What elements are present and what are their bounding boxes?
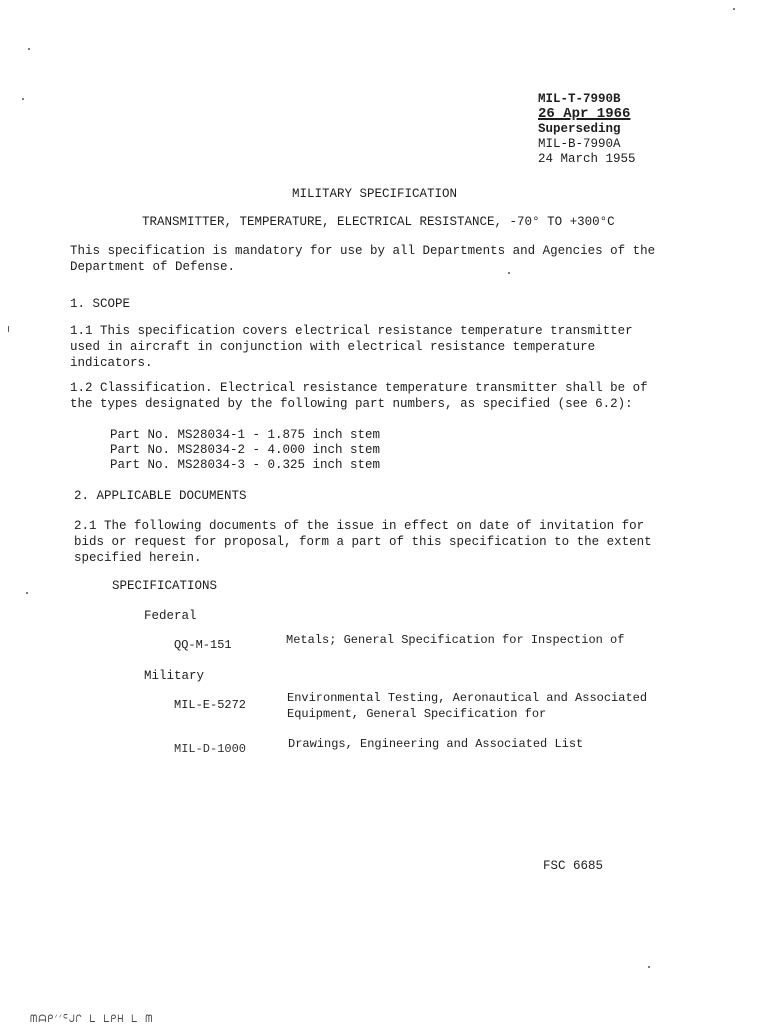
military-spec-number: MIL-D-1000 — [174, 742, 247, 756]
document-subject: TRANSMITTER, TEMPERATURE, ELECTRICAL RESISTANCE, -70° TO +300°C — [142, 215, 615, 229]
scan-speck — [8, 326, 9, 332]
federal-heading: Federal — [144, 609, 197, 623]
superseding-label: Superseding — [538, 122, 621, 136]
scan-speck — [733, 8, 735, 10]
military-spec-title: Drawings, Engineering and Associated List — [288, 737, 584, 751]
federal-spec-title: Metals; General Specification for Inspection of — [286, 633, 625, 647]
fsc-code: FSC 6685 — [543, 859, 604, 873]
part-item: Part No. MS28034-1 - 1.875 inch stem — [110, 428, 381, 442]
military-heading: Military — [144, 669, 205, 683]
paragraph-1-2: 1.2 Classification. Electrical resistance temperature transmitter shall be of the types designated by the following part numbers, as specified (see 6.2): — [70, 381, 648, 411]
intro-paragraph: This specification is mandatory for use by all Departments and Agencies of the Department of Defense. — [70, 244, 656, 274]
part-item: Part No. MS28034-3 - 0.325 inch stem — [110, 458, 381, 472]
scan-speck — [508, 272, 510, 274]
header-block — [538, 92, 654, 167]
military-spec-title: Environmental Testing, Aeronautical and Associated Equipment, General Specification for — [287, 691, 648, 721]
part-number-list — [110, 428, 380, 473]
paragraph-2-1: 2.1 The following documents of the issue in effect on date of invitation for bids or request for proposal, form a part of this specification to the extent specified herein. — [74, 519, 652, 565]
superseded-spec: MIL-B-7990A — [538, 137, 621, 151]
specifications-heading: SPECIFICATIONS — [112, 579, 218, 593]
scan-speck — [22, 98, 24, 100]
part-item: Part No. MS28034-2 - 4.000 inch stem — [110, 443, 381, 457]
federal-spec-number: QQ-M-151 — [174, 638, 232, 652]
scan-speck — [28, 48, 30, 50]
paragraph-1-1: 1.1 This specification covers electrical resistance temperature transmitter used in aircraft in conjunction with electrical resistance temperature indicators. — [70, 324, 633, 370]
document-heading: MILITARY SPECIFICATION — [292, 187, 458, 201]
scan-speck — [26, 592, 28, 594]
issue-date: 26 Apr 1966 — [538, 106, 631, 122]
military-spec-number: MIL-E-5272 — [174, 698, 247, 712]
section-1-heading: 1. SCOPE — [70, 297, 131, 311]
footer-scan-artifact: ᗰᗩᑭᐟᐟᑦᒍᒋ ᒪ ᒪᑭᕼ ᒪ ᗰ — [30, 1015, 154, 1026]
superseded-date: 24 March 1955 — [538, 152, 636, 166]
scan-speck — [648, 966, 650, 968]
spec-number: MIL-T-7990B — [538, 92, 621, 106]
section-2-heading: 2. APPLICABLE DOCUMENTS — [74, 489, 247, 503]
